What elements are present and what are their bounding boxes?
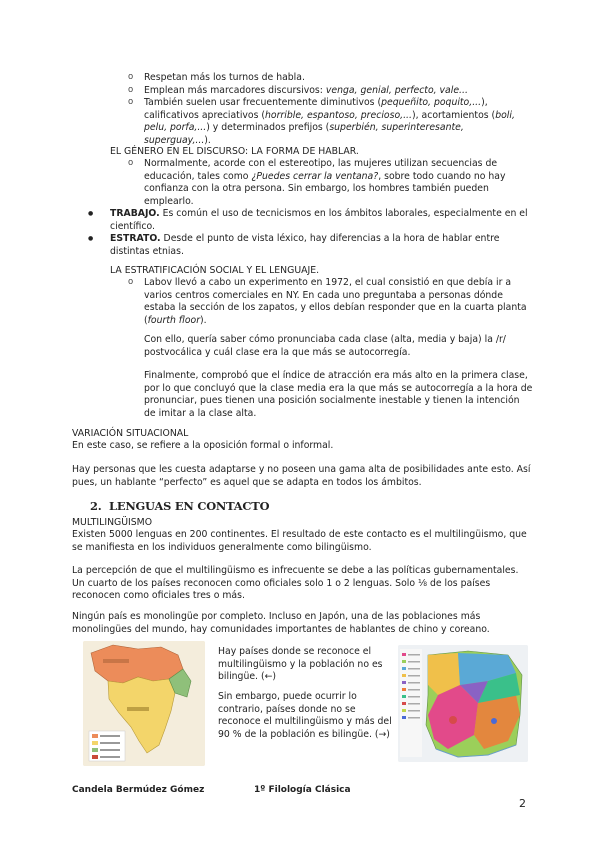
example-italic: horrible, espantoso, precioso,... <box>265 109 412 121</box>
example-italic: pequeñito, poquito,... <box>381 97 482 109</box>
list-item-text: Emplean más marcadores discursivos: <box>144 84 326 96</box>
section-number: 2. <box>90 499 102 513</box>
example-italic: ¿Puedes cerrar la ventana? <box>251 170 379 182</box>
list-item-text: Respetan más los turnos de habla. <box>144 72 305 83</box>
text-run: ), calificativos apreciativos ( <box>144 97 488 121</box>
example-italic: boli, pelu, porfa,... <box>144 109 515 134</box>
estratificacion-list <box>128 277 533 327</box>
bullet-list <box>88 208 530 258</box>
section-title: LENGUAS EN CONTACTO <box>109 499 270 513</box>
side-paragraph: Hay países donde se reconoce el multilingüismo y la población no es bilingüe. (←) <box>218 646 383 683</box>
text-run: ) y determinados prefijos ( <box>206 122 330 134</box>
top-list <box>128 72 533 148</box>
list-item <box>88 233 530 258</box>
paragraph: Hay personas que les cuesta adaptarse y no poseen una gama alta de posibilidades ante esto. Así pues, un hablante “perfecto” es aquel que se adapta en todos los ámbitos. <box>72 464 531 488</box>
bullet-label: ESTRATO. <box>110 233 161 245</box>
text-run: , sobre todo cuando no hay confianza con la otra persona. Sin embargo, los hombres también pueden emplearlo. <box>144 170 506 207</box>
page-number: 2 <box>519 797 526 810</box>
paragraph: Finalmente, comprobó que el índice de atracción era más alto en la primera clase, por lo que concluyó que la clase media era la que más se autocorregía a la hora de pronunciar, pues tienen una posición socialmente inestable y tienen la intención de imitar a la clase alta. <box>144 370 533 419</box>
text-run: Labov llevó a cabo un experimento en 1972, el cual consistió en que debía ir a varios centros comerciales en NY. En cada uno preguntaba a personas dónde estaba la sección de los zapatos, y ellos debían responder que en la cuarta planta ( <box>144 277 527 326</box>
list-item <box>128 72 533 85</box>
subsection-heading: MULTILINGÜISMO <box>72 517 153 528</box>
text-run: ). <box>204 134 211 146</box>
text-run: Normalmente, acorde con el estereotipo, las mujeres utilizan secuencias de educación, tales como <box>144 158 498 182</box>
belgium-map-graphic <box>83 641 205 766</box>
paragraph: Ningún país es monolingüe por completo. Incluso en Japón, una de las poblaciones más monolingües del mundo, hay comunidades importantes de hablantes de chino y coreano. <box>72 611 490 635</box>
text-run: Es común el uso de tecnicismos en los ámbitos laborales, especialmente en el científico. <box>110 208 528 232</box>
ivory-coast-map-graphic <box>398 645 528 762</box>
section-heading-genero: EL GÉNERO EN EL DISCURSO: LA FORMA DE HABLAR. <box>110 146 359 157</box>
bullet-label: TRABAJO. <box>110 208 160 219</box>
text-run: ). <box>200 314 207 326</box>
list-item <box>128 97 533 147</box>
list-item <box>128 277 533 327</box>
section-2-heading <box>90 500 269 513</box>
list-item <box>88 208 530 233</box>
example-italic: fourth floor <box>147 314 201 326</box>
example-italic: superbién, superinteresante, superguay,... <box>144 122 464 146</box>
ivory-coast-language-map <box>398 645 528 762</box>
belgium-language-map <box>83 641 205 766</box>
list-item <box>128 85 533 98</box>
section-heading-estratificacion: LA ESTRATIFICACIÓN SOCIAL Y EL LENGUAJE. <box>110 265 320 276</box>
text-run: Desde el punto de vista léxico, hay diferencias a la hora de hablar entre distintas etnias. <box>110 233 500 257</box>
text-run: También suelen usar frecuentemente diminutivos ( <box>144 97 382 109</box>
side-paragraph: Sin embargo, puede ocurrir lo contrario, países donde no se reconoce el multilingüismo y más del 90 % de la población es bilingüe. (→) <box>218 691 392 740</box>
list-item-italic: venga, genial, perfecto, vale... <box>325 84 468 96</box>
list-item <box>128 158 533 208</box>
section-heading-situacional: VARIACIÓN SITUACIONAL <box>72 428 189 439</box>
genero-list <box>128 158 533 208</box>
paragraph: Con ello, quería saber cómo pronunciaba cada clase (alta, media y baja) la /r/ postvocálica y cuál clase era la que más se autocorregía. <box>144 334 506 358</box>
text-run: ), acortamientos ( <box>411 109 496 121</box>
footer-course: 1º Filología Clásica <box>254 785 351 795</box>
paragraph: La percepción de que el multilingüismo es infrecuente se debe a las políticas gubernamentales. Un cuarto de los países reconocen como oficiales solo 1 o 2 lenguas. Solo ⅛ de los países reconocen como oficiales tres o más. <box>72 565 519 602</box>
footer-author: Candela Bermúdez Gómez <box>72 785 205 795</box>
paragraph: En este caso, se refiere a la oposición formal o informal. <box>72 440 334 451</box>
paragraph: Existen 5000 lenguas en 200 continentes. El resultado de este contacto es el multilingüismo, que se manifiesta en los individuos generalmente como bilingüismo. <box>72 529 527 553</box>
